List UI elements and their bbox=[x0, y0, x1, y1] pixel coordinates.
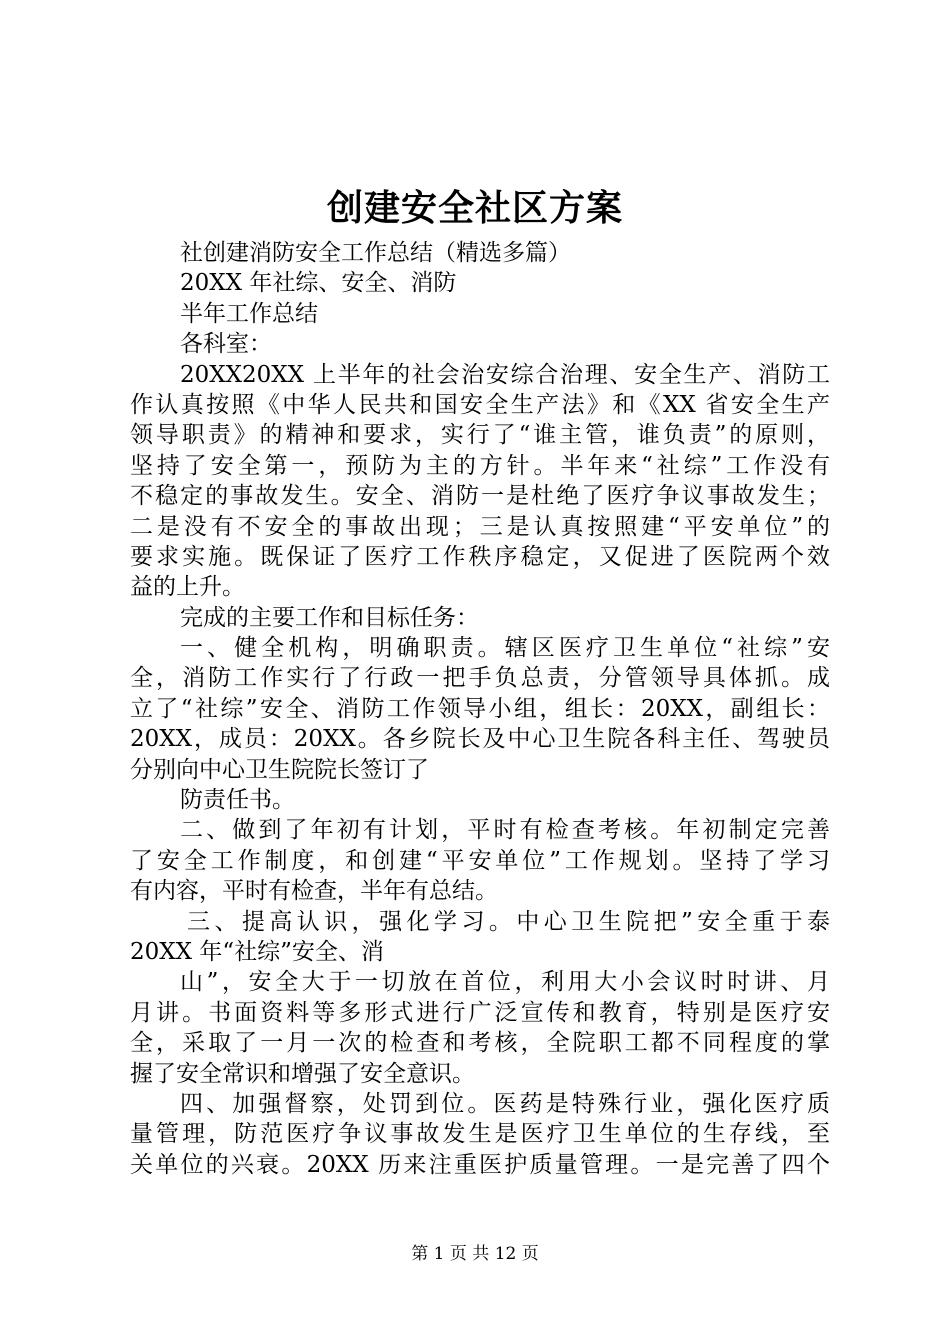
paragraph-line: 立了“社综”安全、消防工作领导小组，组长：20XX，副组长： bbox=[130, 695, 831, 722]
paragraph-line: 20XX 年“社综”安全、消 bbox=[130, 938, 384, 965]
paragraph-line: 作认真按照《中华人民共和国安全生产法》和《XX 省安全生产 bbox=[130, 391, 830, 418]
paragraph-line: 一、健全机构，明确职责。辖区医疗卫生单位“社综”安 bbox=[180, 635, 830, 662]
heading-line: 20XX 年社综、安全、消防 bbox=[180, 270, 457, 297]
paragraph-line: 不稳定的事故发生。安全、消防一是杜绝了医疗争议事故发生； bbox=[130, 483, 830, 510]
paragraph-line: 全，消防工作实行了行政一把手负总责，分管领导具体抓。成 bbox=[130, 665, 830, 692]
paragraph-line: 益的上升。 bbox=[130, 574, 245, 601]
paragraph-line: 坚持了安全第一，预防为主的方针。半年来“社综”工作没有 bbox=[130, 452, 830, 479]
paragraph-line: 20XX20XX 上半年的社会治安综合治理、安全生产、消防工 bbox=[180, 361, 830, 388]
paragraph-line: 四、加强督察，处罚到位。医药是特殊行业，强化医疗质 bbox=[180, 1090, 830, 1117]
paragraph-line: 山”，安全大于一切放在首位，利用大小会议时时讲、月 bbox=[180, 969, 830, 996]
salutation-line: 各科室： bbox=[180, 331, 272, 358]
document-body bbox=[130, 238, 830, 1180]
heading-line: 半年工作总结 bbox=[180, 300, 318, 327]
paragraph-line: 全，采取了一月一次的检查和考核，全院职工都不同程度的掌 bbox=[130, 1030, 830, 1057]
paragraph-line: 有内容，平时有检查，半年有总结。 bbox=[130, 878, 498, 905]
paragraph-line: 防责任书。 bbox=[180, 787, 295, 814]
paragraph-line: 二、做到了年初有计划，平时有检查考核。年初制定完善 bbox=[180, 817, 830, 844]
paragraph-line: 握了安全常识和增强了安全意识。 bbox=[130, 1060, 475, 1087]
paragraph-line: 分别向中心卫生院院长签订了 bbox=[130, 756, 429, 783]
paragraph-line: 关单位的兴衰。20XX 历来注重医护质量管理。一是完善了四个 bbox=[130, 1151, 830, 1178]
document-title: 创建安全社区方案 bbox=[326, 187, 623, 229]
paragraph-line: 完成的主要工作和目标任务： bbox=[180, 604, 479, 631]
paragraph-line: 要求实施。既保证了医疗工作秩序稳定，又促进了医院两个效 bbox=[130, 543, 830, 570]
paragraph-line: 二是没有不安全的事故出现；三是认真按照建“平安单位”的 bbox=[130, 513, 830, 540]
paragraph-line: 月讲。书面资料等多形式进行广泛宣传和教育，特别是医疗安 bbox=[130, 999, 830, 1026]
paragraph-line: 量管理，防范医疗争议事故发生是医疗卫生单位的生存线，至 bbox=[130, 1121, 830, 1148]
subtitle-line: 社创建消防安全工作总结（精选多篇） bbox=[180, 240, 571, 266]
paragraph-line: 了安全工作制度，和创建“平安单位”工作规划。坚持了学习 bbox=[130, 847, 830, 874]
paragraph-line: 三、提高认识，强化学习。中心卫生院把”安全重于泰 bbox=[187, 908, 830, 935]
paragraph-line: 领导职责》的精神和要求，实行了“谁主管，谁负责”的原则， bbox=[130, 422, 830, 449]
page-number-footer: 第 1 页 共 12 页 bbox=[411, 1244, 539, 1264]
paragraph-line: 20XX，成员：20XX。各乡院长及中心卫生院各科主任、驾驶员 bbox=[130, 726, 830, 753]
